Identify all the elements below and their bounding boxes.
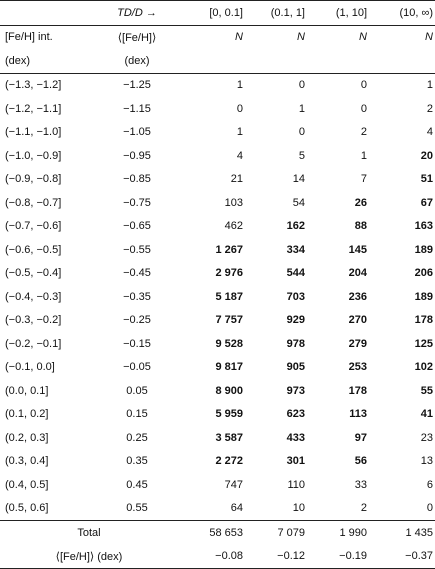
n-header: N [245,25,307,49]
count-cell: 9 528 [215,337,243,350]
interval-cell: (−1.0, −0.9] [5,149,62,162]
count-cell: 64 [230,502,243,515]
table-row [0,168,435,192]
table-row [0,262,435,286]
mean-feh-cell: −0.85 [123,173,151,186]
count-cell: 189 [414,243,433,256]
count-cell: 253 [348,361,367,374]
count-cell: 102 [414,361,433,374]
table-row [0,285,435,309]
mean-feh-cell: 0.05 [126,384,148,397]
mean-feh-cell: −1.15 [123,102,151,115]
count-cell: 163 [414,220,433,233]
count-cell: 1 [173,73,245,97]
mean-cell: −0.08 [173,545,245,569]
count-cell: 14 [292,173,305,186]
count-cell: 8 900 [215,384,243,397]
count-cell: 10 [292,502,305,515]
count-cell: 1 [298,102,305,115]
mean-feh-cell: −0.65 [123,220,151,233]
count-cell: 5 187 [215,290,243,303]
count-cell: 1 [360,149,367,162]
mean-feh-cell: −0.05 [123,361,151,374]
mean-feh-cell: 0.35 [126,455,148,468]
total-cell: 1 435 [369,521,435,545]
count-cell: 6 [426,478,433,491]
mean-feh-cell: −1.05 [123,126,151,139]
table-row [0,215,435,239]
count-cell: 0 [360,102,367,115]
count-cell: 21 [230,173,243,186]
count-cell: 929 [286,314,305,327]
count-cell: 2 [360,502,367,515]
count-cell: 178 [348,384,367,397]
total-row [0,521,435,545]
header-row-labels [0,25,435,49]
count-cell: 97 [354,431,367,444]
count-cell: 703 [286,290,305,303]
count-cell: 0 [236,102,243,115]
table-row [0,238,435,262]
n-header: N [369,25,435,49]
count-cell: 0 [298,126,305,139]
mean-unit: (dex) [124,54,150,67]
mean-feh-cell: −0.55 [123,243,151,256]
count-cell: 4 [236,149,243,162]
interval-cell: (−1.2, −1.1] [5,102,62,115]
count-cell: 55 [420,384,433,397]
count-cell: 54 [292,196,305,209]
bin-header: [0, 0.1] [173,1,245,26]
mean-feh-cell: −0.25 [123,314,151,327]
count-cell: 88 [354,220,367,233]
count-cell: 279 [348,337,367,350]
count-cell: 270 [348,314,367,327]
mean-feh-cell: 0.55 [126,502,148,515]
interval-cell: (−0.4, −0.3] [5,290,62,303]
header-row-units [0,49,435,73]
table-row [0,379,435,403]
interval-cell: (−0.6, −0.5] [5,243,62,256]
count-cell: 23 [420,431,433,444]
interval-cell: (−0.2, −0.1] [5,337,62,350]
count-cell: 206 [414,267,433,280]
count-cell: 623 [286,408,305,421]
count-cell: 544 [286,267,305,280]
count-cell: 7 757 [215,314,243,327]
mean-feh-cell: −0.95 [123,149,151,162]
table-row [0,497,435,521]
count-cell: 110 [287,478,305,491]
interval-cell: (0.2, 0.3] [5,431,49,444]
count-cell: 9 817 [215,361,243,374]
interval-cell: (−0.8, −0.7] [5,196,62,209]
header-row-bins [0,1,435,26]
table-row [0,144,435,168]
table-row [0,191,435,215]
total-label: Total [0,521,173,545]
mean-row [0,545,435,569]
mean-feh-cell: 0.25 [126,431,148,444]
count-cell: 433 [286,431,305,444]
count-cell: 905 [286,361,305,374]
count-cell: 7 [360,173,367,186]
interval-cell: (−0.7, −0.6] [5,220,62,233]
count-cell: 145 [348,243,367,256]
mean-cell: −0.37 [369,545,435,569]
count-cell: 0 [307,73,369,97]
bin-header: (0.1, 1] [245,1,307,26]
interval-cell: (−1.1, −1.0] [5,126,62,139]
count-cell: 41 [420,408,433,421]
count-cell: 973 [286,384,305,397]
interval-cell: (0.5, 0.6] [5,502,49,515]
count-cell: 1 267 [215,243,243,256]
table-row [0,121,435,145]
count-cell: 236 [348,290,367,303]
count-cell: 3 587 [215,431,243,444]
count-cell: 26 [354,196,367,209]
count-cell: 301 [286,455,305,468]
interval-cell: (0.4, 0.5] [5,478,49,491]
count-cell: 747 [224,478,243,491]
count-cell: 2 272 [215,455,243,468]
interval-cell: (−1.3, −1.2] [0,73,101,97]
table-row [0,332,435,356]
td-d-label: TD/D → [101,1,173,26]
table-row [0,73,435,97]
n-header: N [173,25,245,49]
interval-cell: (−0.9, −0.8] [5,173,62,186]
n-header: N [307,25,369,49]
count-cell: 204 [348,267,367,280]
count-cell: 2 [360,126,367,139]
bin-header: (1, 10] [307,1,369,26]
mean-cell: −0.19 [307,545,369,569]
count-cell: 51 [420,173,433,186]
interval-cell: (−0.3, −0.2] [5,314,62,327]
mean-feh-cell: −0.45 [123,267,151,280]
interval-cell: (−0.1, 0.0] [5,361,55,374]
mean-feh-cell: −0.35 [123,290,151,303]
interval-cell: (0.1, 0.2] [5,408,49,421]
count-cell: 162 [286,220,305,233]
count-cell: 1 [369,73,435,97]
mean-row-label: ⟨[Fe/H]⟩ (dex) [0,545,173,569]
count-cell: 13 [420,455,433,468]
mean-feh-cell: −1.25 [101,73,173,97]
table-row [0,403,435,427]
count-cell: 978 [286,337,305,350]
count-cell: 0 [245,73,307,97]
count-cell: 33 [354,478,367,491]
table-row [0,473,435,497]
interval-cell: (−0.5, −0.4] [5,267,62,280]
count-cell: 67 [420,196,433,209]
count-cell: 178 [414,314,433,327]
count-cell: 20 [420,149,433,162]
mean-cell: −0.12 [245,545,307,569]
count-cell: 113 [349,408,367,421]
count-cell: 4 [426,126,433,139]
table-row [0,309,435,333]
mean-feh-cell: 0.15 [126,408,148,421]
table-row [0,450,435,474]
table-body [0,73,435,521]
interval-cell: (0.3, 0.4] [5,455,49,468]
count-cell: 125 [414,337,433,350]
feh-interval-header: [Fe/H] int. [0,25,101,49]
count-cell: 5 959 [215,408,243,421]
total-cell: 1 990 [307,521,369,545]
count-cell: 56 [354,455,367,468]
mean-feh-cell: −0.15 [123,337,151,350]
count-cell: 0 [426,502,433,515]
header-empty [0,1,101,26]
count-cell: 103 [224,196,243,209]
feh-mean-header: ⟨[Fe/H]⟩ [101,25,173,49]
count-cell: 334 [286,243,305,256]
count-cell: 2 976 [215,267,243,280]
table-row [0,356,435,380]
count-cell: 5 [298,149,305,162]
count-cell: 1 [236,126,243,139]
table-row [0,97,435,121]
interval-cell: (0.0, 0.1] [5,384,49,397]
count-cell: 189 [414,290,433,303]
mean-feh-cell: −0.75 [123,196,151,209]
interval-unit: (dex) [5,54,31,67]
total-cell: 58 653 [173,521,245,545]
bin-header: (10, ∞) [369,1,435,26]
table-row [0,426,435,450]
count-cell: 2 [426,102,433,115]
mean-feh-cell: 0.45 [126,478,148,491]
total-cell: 7 079 [245,521,307,545]
count-cell: 462 [224,220,243,233]
